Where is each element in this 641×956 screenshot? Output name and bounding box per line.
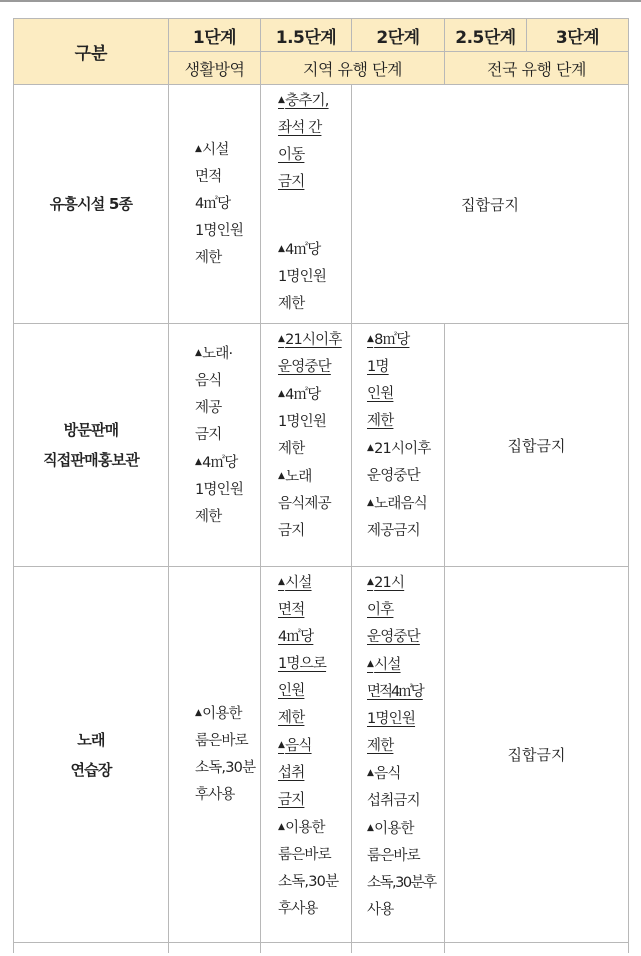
rule-text: 룸은바로 <box>195 733 248 749</box>
rule-text: 1명인원 <box>278 269 327 285</box>
rule-text: 사용 <box>367 902 394 918</box>
bullet-icon: ▲ <box>195 348 202 358</box>
distancing-rules-table <box>13 18 629 953</box>
rule-text: 소독,30분 <box>195 760 256 776</box>
header-level-3: 3단계 <box>527 19 629 52</box>
bullet-icon: ▲ <box>278 334 285 344</box>
rule-text: 4㎡당 <box>285 242 321 258</box>
rule-text: 제한 <box>278 710 305 726</box>
rule-text: 면적 <box>195 169 222 185</box>
header-level-1-5: 1.5단계 <box>261 19 352 52</box>
rule-text: 룸은바로 <box>367 848 420 864</box>
rule-text: 운영중단 <box>367 629 420 645</box>
level1-cell <box>169 324 261 567</box>
ban-text: 집합금지 <box>507 436 566 455</box>
rule-text: 이동 <box>278 147 305 163</box>
rule-text: 소독,30분후 <box>367 875 436 891</box>
table-row <box>14 324 629 567</box>
bullet-icon: ▲ <box>278 471 285 481</box>
rule-text: 후사용 <box>195 787 235 803</box>
rule-text: 운영중단 <box>367 468 420 484</box>
level1-cell <box>169 567 261 943</box>
level2-cell <box>352 567 445 943</box>
top-border-line <box>0 0 641 2</box>
rule-text: 면적 <box>278 602 305 618</box>
bullet-icon: ▲ <box>195 708 202 718</box>
row-label-text: 방문판매 <box>63 421 119 439</box>
row-label-text: 유흥시설 5종 <box>49 195 133 213</box>
rule-text: 제공 <box>195 400 222 416</box>
rule-text: 시설 <box>202 142 229 158</box>
rule-text: 21시이후 <box>285 332 342 348</box>
ban-cell <box>445 324 629 567</box>
rule-text: 21시이후 <box>374 441 431 457</box>
bullet-icon: ▲ <box>278 740 285 750</box>
rule-text: 룸은바로 <box>278 847 331 863</box>
row-label <box>14 567 169 943</box>
rule-text: 금지 <box>278 792 305 808</box>
rule-text: 1명으로 <box>278 656 327 672</box>
row-label-text: 노래 <box>77 730 105 749</box>
row-label-text: 연습장 <box>70 760 112 779</box>
rule-text: 면적4㎡당 <box>367 684 423 700</box>
rule-text: 시설 <box>285 575 312 591</box>
rule-text: 인원 <box>367 386 394 402</box>
bullet-icon: ▲ <box>195 457 202 467</box>
level1-5-cell <box>261 567 352 943</box>
rule-text: 1명인원 <box>367 711 416 727</box>
ban-text: 집합금지 <box>507 746 566 764</box>
rule-text: 섭취 <box>278 765 305 781</box>
table-row <box>14 85 629 324</box>
rule-text: 소독,30분 <box>278 874 339 890</box>
rule-text: 금지 <box>278 523 305 539</box>
level1-5-cell <box>261 324 352 567</box>
bullet-icon: ▲ <box>278 95 285 105</box>
rule-text: 이용한 <box>285 820 325 836</box>
bullet-icon: ▲ <box>367 659 374 669</box>
rule-text: 4㎡당 <box>278 629 314 645</box>
table-row <box>14 567 629 943</box>
row-label <box>14 85 169 324</box>
rule-text: 4㎡당 <box>195 196 231 212</box>
level2-cell <box>352 324 445 567</box>
rule-text: 노래· <box>202 346 233 362</box>
rule-text: 좌석 간 <box>278 120 322 136</box>
rule-text: 노래음식 <box>374 496 427 512</box>
rule-text: 음식제공 <box>278 496 331 512</box>
row-label <box>14 324 169 567</box>
rule-text: 인원 <box>278 683 305 699</box>
rule-text: 금지 <box>278 174 305 190</box>
bullet-icon: ▲ <box>367 443 374 453</box>
rule-text: 금지 <box>195 427 222 443</box>
bullet-icon: ▲ <box>367 768 374 778</box>
rule-text: 시설 <box>374 657 401 673</box>
rule-text: 제한 <box>367 738 394 754</box>
rule-text: 이용한 <box>374 821 414 837</box>
rule-text: 1명인원 <box>195 223 244 239</box>
rule-text: 제한 <box>195 250 222 266</box>
rule-text: 음식 <box>374 766 401 782</box>
bullet-icon: ▲ <box>278 389 285 399</box>
rule-text: 음식 <box>195 373 222 389</box>
level1-cell <box>169 85 261 324</box>
rule-text: 이후 <box>367 602 394 618</box>
bullet-icon: ▲ <box>367 334 374 344</box>
rule-text: 제한 <box>278 296 305 312</box>
rule-text: 제한 <box>195 509 222 525</box>
bullet-icon: ▲ <box>278 577 285 587</box>
rule-text: 노래 <box>285 469 312 485</box>
ban-text: 집합금지 <box>461 195 519 214</box>
rule-text: 이용한 <box>202 706 242 722</box>
header-group-daily: 생활방역 <box>169 52 261 85</box>
bullet-icon: ▲ <box>195 144 202 154</box>
level1-5-cell <box>261 85 352 324</box>
ban-cell <box>445 567 629 943</box>
bullet-icon: ▲ <box>278 244 285 254</box>
rule-text: 후사용 <box>278 901 318 917</box>
rule-text: 4㎡당 <box>202 455 238 471</box>
rule-text: 8㎡당 <box>374 332 410 348</box>
bullet-icon: ▲ <box>367 577 374 587</box>
rule-text: 음식 <box>285 738 312 754</box>
rule-text: 1명인원 <box>195 482 244 498</box>
rule-text: 1명인원 <box>278 414 327 430</box>
rule-text: 섭취금지 <box>367 793 420 809</box>
ban-cell <box>352 85 629 324</box>
rule-text: 제공금지 <box>367 523 420 539</box>
header-level-1: 1단계 <box>169 19 261 52</box>
row-label-text: 직접판매홍보관 <box>43 451 139 469</box>
bullet-icon: ▲ <box>367 823 374 833</box>
header-level-2: 2단계 <box>352 19 445 52</box>
rule-text: 1명 <box>367 359 389 375</box>
rule-text: 제한 <box>278 441 305 457</box>
header-level-2-5: 2.5단계 <box>445 19 527 52</box>
bullet-icon: ▲ <box>278 822 285 832</box>
header-row-levels <box>14 19 629 52</box>
bullet-icon: ▲ <box>367 498 374 508</box>
rule-text: 충추기, <box>285 93 329 109</box>
header-group-national: 전국 유행 단계 <box>445 52 629 85</box>
header-group-regional: 지역 유행 단계 <box>261 52 445 85</box>
rule-text: 운영중단 <box>278 359 331 375</box>
rule-text: 제한 <box>367 413 394 429</box>
rule-text: 4㎡당 <box>285 387 321 403</box>
table-row-cutoff <box>14 943 629 954</box>
rule-text: 21시 <box>374 575 405 591</box>
header-gubun: 구분 <box>14 19 169 85</box>
